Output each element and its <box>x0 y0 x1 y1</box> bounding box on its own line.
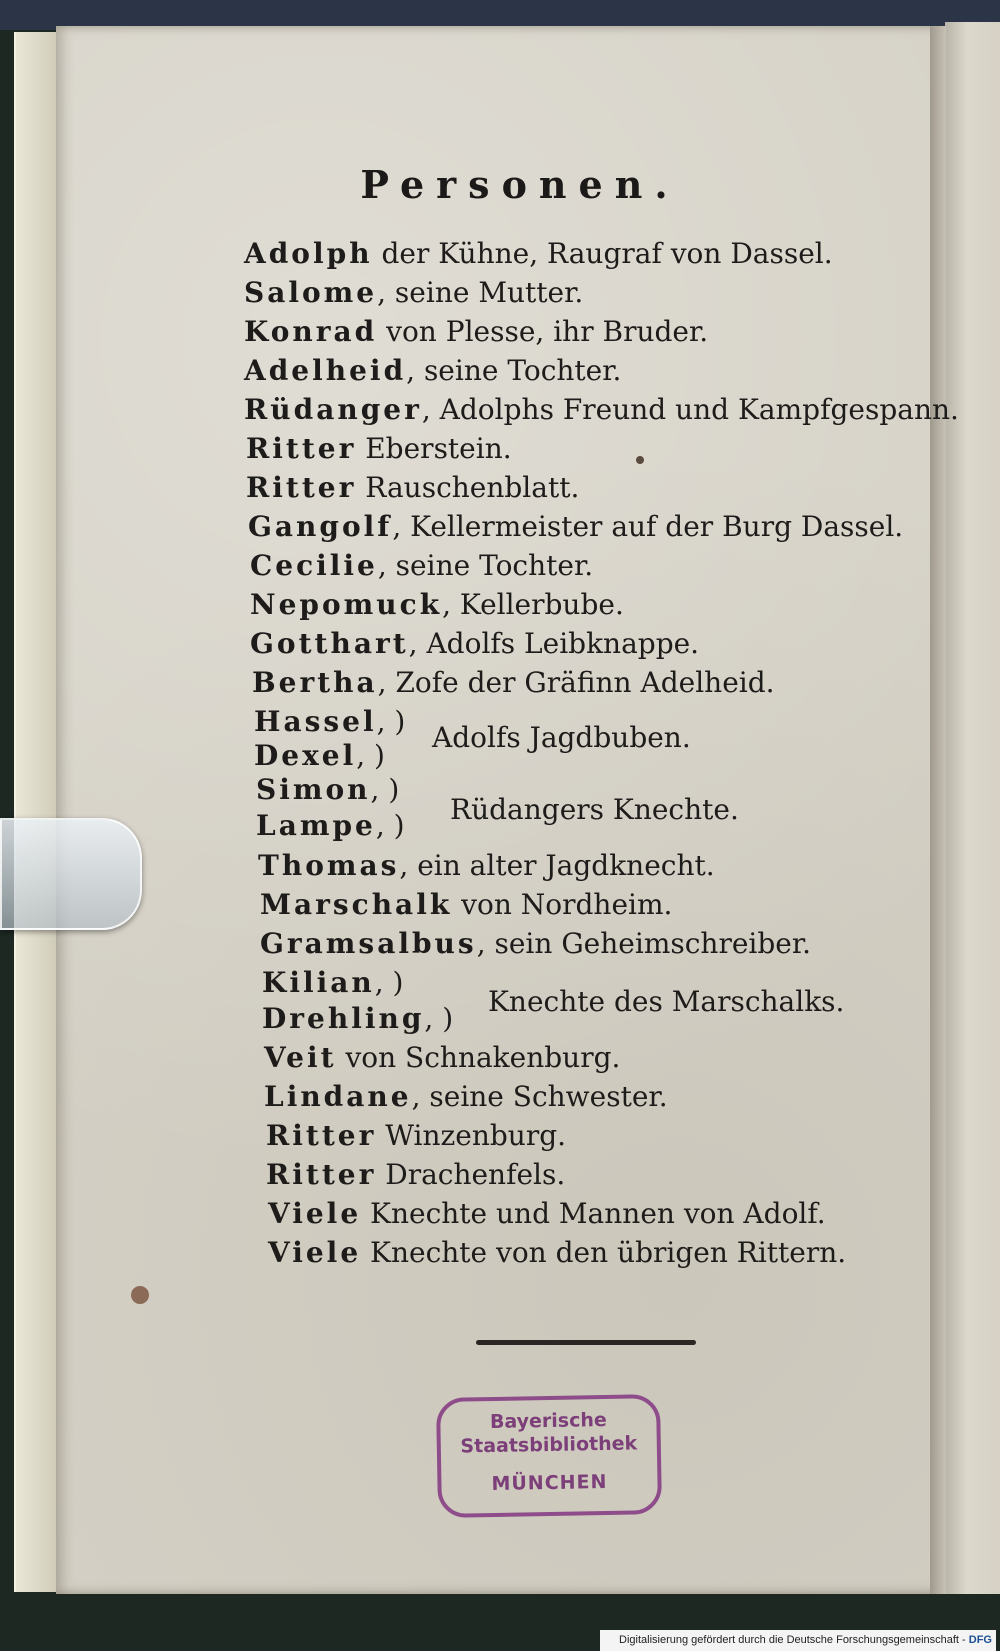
group-label: Knechte des Marschalks. <box>488 985 845 1018</box>
stamp-line: Bayerische <box>489 1408 607 1434</box>
cast-entry: Gangolf, Kellermeister auf der Burg Dassel. <box>248 510 904 543</box>
facing-page-edge <box>945 22 1000 1594</box>
cast-entry: Adolph der Kühne, Raugraf von Dassel. <box>244 237 833 270</box>
cast-entry: Bertha, Zofe der Gräfinn Adelheid. <box>252 666 775 699</box>
stamp-line: Staatsbibliothek <box>460 1432 638 1458</box>
stain-spot <box>131 1286 149 1304</box>
group-label: Adolfs Jagdbuben. <box>432 721 691 754</box>
cast-entry: Lampe, ) <box>256 809 405 842</box>
group-label: Rüdangers Knechte. <box>450 793 739 826</box>
cast-entry: Rüdanger, Adolphs Freund und Kampfgespann. <box>244 393 959 426</box>
stain-spot <box>636 456 644 464</box>
cast-entry: Viele Knechte und Mannen von Adolf. <box>268 1197 826 1230</box>
cast-entry: Drehling, ) <box>262 1002 454 1035</box>
cast-entry: Ritter Drachenfels. <box>266 1158 566 1191</box>
cast-entry: Dexel, ) <box>254 739 385 772</box>
cast-entry: Nepomuck, Kellerbube. <box>250 588 624 621</box>
digitization-credit <box>600 1630 996 1651</box>
cast-entry: Viele Knechte von den übrigen Rittern. <box>268 1236 847 1269</box>
cast-entry: Kilian, ) <box>262 966 404 999</box>
cast-entry: Konrad von Plesse, ihr Bruder. <box>244 315 709 348</box>
plastic-clip <box>0 818 142 930</box>
cast-entry: Thomas, ein alter Jagdknecht. <box>258 849 715 882</box>
cast-entry: Gramsalbus, sein Geheimschreiber. <box>260 927 812 960</box>
library-stamp <box>436 1394 662 1518</box>
cast-entry: Ritter Rauschenblatt. <box>246 471 580 504</box>
page-gutter-shadow <box>930 26 946 1594</box>
cast-entry: Gotthart, Adolfs Leibknappe. <box>250 627 700 660</box>
stamp-line: MÜNCHEN <box>491 1470 608 1496</box>
page-title: Personen. <box>360 162 680 207</box>
credit-text: Digitalisierung gefördert durch die Deutsche Forschungsgemeinschaft - <box>619 1634 969 1646</box>
cast-entry: Ritter Eberstein. <box>246 432 512 465</box>
dfg-logo: DFG <box>968 1634 992 1646</box>
cast-entry: Simon, ) <box>256 773 400 806</box>
cast-entry: Adelheid, seine Tochter. <box>244 354 622 387</box>
cast-entry: Salome, seine Mutter. <box>244 276 584 309</box>
cast-entry: Marschalk von Nordheim. <box>260 888 673 921</box>
decorative-rule <box>476 1340 696 1345</box>
cast-entry: Lindane, seine Schwester. <box>264 1080 668 1113</box>
cast-entry: Veit von Schnakenburg. <box>264 1041 621 1074</box>
cast-entry: Cecilie, seine Tochter. <box>250 549 594 582</box>
cast-entry: Hassel, ) <box>254 705 406 738</box>
cast-entry: Ritter Winzenburg. <box>266 1119 567 1152</box>
